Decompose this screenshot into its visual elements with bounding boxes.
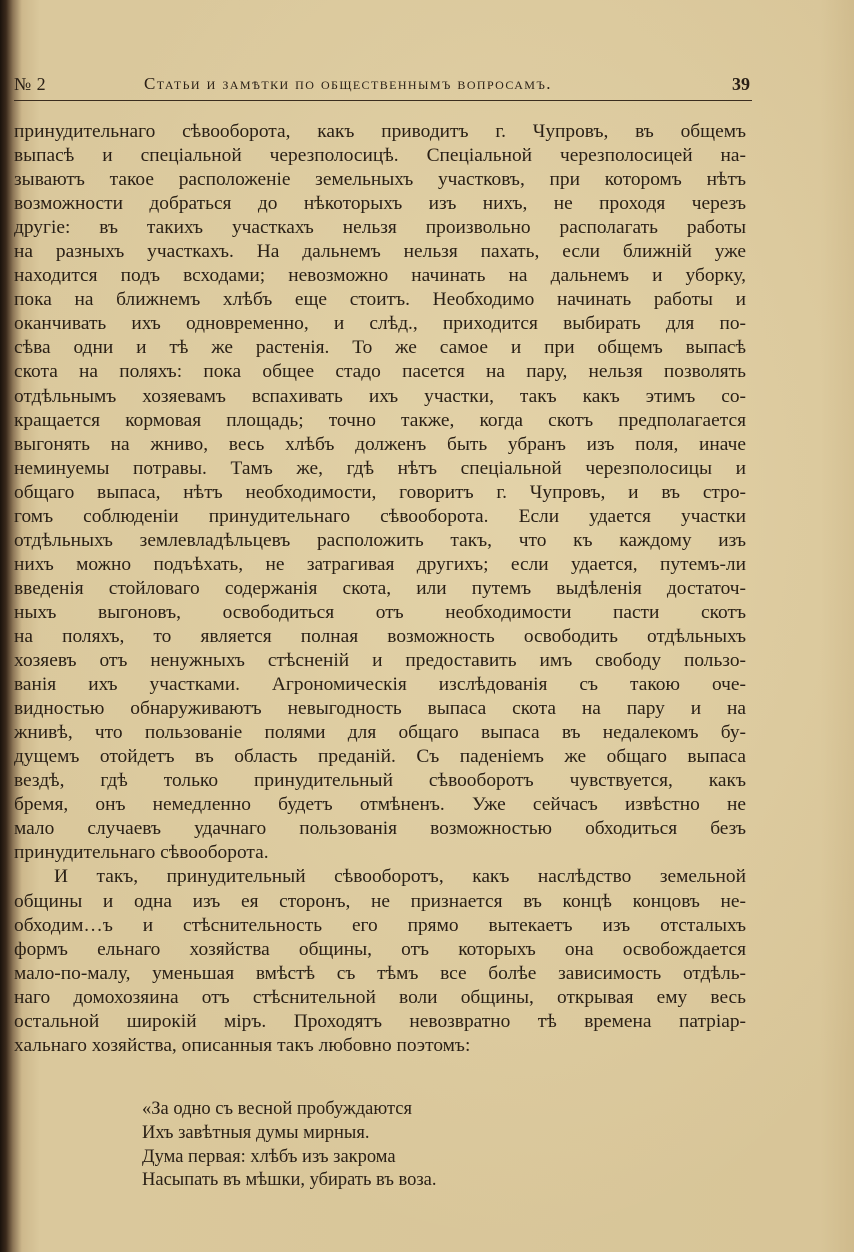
text-line: кращается кормовая площадь; точно также, когда скотъ предполагается	[14, 409, 746, 431]
issue-number: № 2	[14, 74, 47, 94]
text-line: вездѣ, гдѣ только принудительный сѣвооборотъ чувствуется, какъ	[14, 770, 746, 792]
text-line: бремя, онъ немедленно будетъ отмѣненъ. Уже сейчасъ извѣстно не	[14, 794, 746, 816]
text-line: скота на поляхъ: пока общее стадо пасется на пару, нельзя позволять	[14, 361, 746, 383]
text-line: принудительнаго сѣвооборота.	[14, 842, 269, 864]
text-line: гомъ соблюденіи принудительнаго сѣвооборота. Если удается участки	[14, 505, 746, 527]
text-line: хозяевъ отъ ненужныхъ стѣсненій и предоставить имъ свободу пользо-	[14, 650, 746, 672]
paragraph-1	[14, 120, 746, 865]
text-line: обходим…ъ и стѣснительность его прямо вытекаетъ изъ отсталыхъ	[14, 914, 746, 936]
text-line: ныхъ выгоновъ, освободиться отъ необходимости пасти скотъ	[14, 601, 746, 623]
text-line: на поляхъ, то является полная возможность освободить отдѣльныхъ	[14, 625, 746, 647]
text-line: ванія ихъ участками. Агрономическія изслѣдованія съ такою оче-	[14, 674, 746, 696]
text-line: выпасѣ и спеціальной черезполосицѣ. Спеціальной черезполосицей на-	[14, 145, 746, 167]
text-line: находится подъ всходами; невозможно начинать на дальнемъ и уборку,	[14, 265, 746, 287]
section-title: Статьи и замѣтки по общественнымъ вопросамъ.	[144, 74, 552, 93]
text-line: отдѣльнымъ хозяевамъ вспахивать ихъ участки, такъ какъ этимъ со-	[14, 385, 746, 407]
poem-line: «За одно съ весной пробуждаются	[142, 1099, 412, 1119]
text-line: нихъ можно подъѣхать, не затрагивая другихъ; если удается, путемъ-ли	[14, 553, 746, 575]
text-line: выгонять на жниво, весь хлѣбъ долженъ быть убранъ изъ поля, иначе	[14, 433, 746, 455]
text-line: неминуемы потравы. Тамъ же, гдѣ нѣтъ спеціальной черезполосицы и	[14, 457, 746, 479]
text-line: наго домохозяина отъ стѣснительной воли общины, открывая ему весь	[14, 986, 746, 1008]
text-line: общаго выпаса, нѣтъ необходимости, говоритъ г. Чупровъ, и въ стро-	[14, 481, 746, 503]
text-line: принудительнаго сѣвооборота, какъ приводитъ г. Чупровъ, въ общемъ	[14, 121, 746, 142]
text-line: мало-по-малу, уменьшая вмѣстѣ съ тѣмъ все болѣе зависимость отдѣль-	[14, 962, 746, 984]
text-line: жнивѣ, что пользованіе полями для общаго выпаса въ недалекомъ бу-	[14, 722, 746, 744]
text-line: другіе: въ такихъ участкахъ нельзя произвольно располагать работы	[14, 217, 746, 239]
poem-line: Ихъ завѣтныя думы мирныя.	[142, 1122, 370, 1143]
paragraph-2	[14, 865, 746, 1057]
text-line: мало случаевъ удачнаго пользованія возможностью обходиться безъ	[14, 818, 746, 840]
text-line: видностью обнаруживаютъ невыгодность выпаса скота на пару и на	[14, 698, 746, 720]
text-line: формъ ельнаго хозяйства общины, отъ которыхъ она освобождается	[14, 938, 746, 960]
text-line: общины и одна изъ ея сторонъ, не признается въ концѣ концовъ не-	[14, 890, 746, 912]
text-line: И такъ, принудительный сѣвооборотъ, какъ наслѣдство земельной	[54, 866, 746, 888]
poem-quote	[142, 1098, 437, 1193]
text-line: зываютъ такое расположеніе земельныхъ участковъ, при которомъ нѣтъ	[14, 169, 746, 191]
header-rule	[14, 100, 752, 101]
text-line: возможности добраться до нѣкоторыхъ изъ нихъ, не проходя черезъ	[14, 193, 746, 215]
text-line: дущемъ отойдетъ въ область преданій. Съ паденіемъ же общаго выпаса	[14, 746, 746, 768]
page-number: 39	[732, 74, 750, 94]
text-line: введенія стойловаго содержанія скота, или путемъ выдѣленія достаточ-	[14, 577, 746, 599]
text-line: пока на ближнемъ хлѣбъ еще стоитъ. Необходимо начинать работы и	[14, 289, 746, 311]
text-line: отдѣльныхъ землевладѣльцевъ расположить такъ, что къ каждому изъ	[14, 529, 746, 551]
text-line: оканчивать ихъ одновременно, и слѣд., приходится выбирать для по-	[14, 313, 746, 335]
text-line: хальнаго хозяйства, описанныя такъ любовно поэтомъ:	[14, 1034, 471, 1056]
text-line: на разныхъ участкахъ. На дальнемъ нельзя пахать, если ближній уже	[14, 241, 746, 263]
text-line: остальной широкій міръ. Проходятъ невозвратно тѣ времена патріар-	[14, 1010, 746, 1032]
text-line: сѣва одни и тѣ же растенія. То же самое и при общемъ выпасѣ	[14, 337, 746, 359]
poem-line: Дума первая: хлѣбъ изъ закрома	[142, 1146, 396, 1167]
poem-line: Насыпать въ мѣшки, убирать въ воза.	[142, 1170, 437, 1191]
article-body	[14, 120, 746, 1058]
running-header	[14, 70, 754, 98]
